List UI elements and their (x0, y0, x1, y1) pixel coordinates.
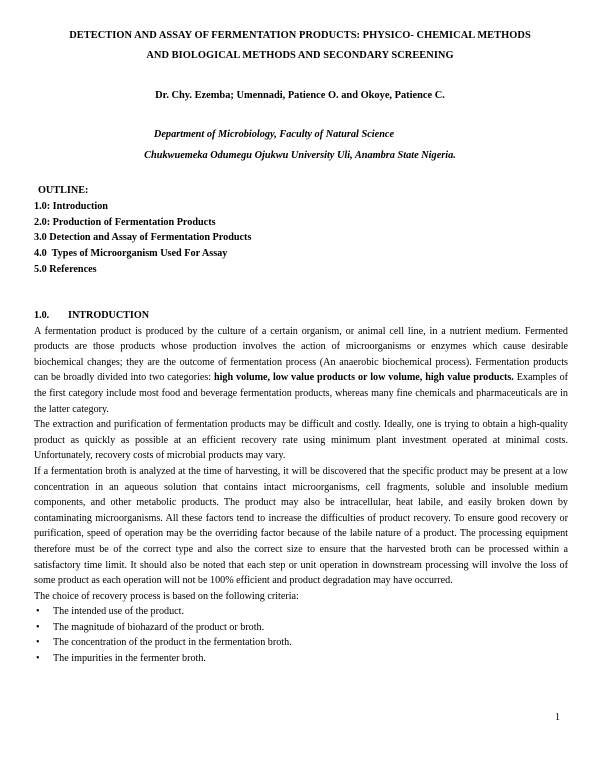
section-number: 1.0. (34, 310, 50, 321)
list-item (34, 635, 568, 651)
list-item (34, 620, 568, 636)
affiliation (30, 124, 570, 166)
outline (34, 183, 251, 278)
section-title: INTRODUCTION (68, 310, 150, 321)
list-item-text: The magnitude of biohazard of the product or broth. (53, 621, 265, 633)
paragraph-1 (34, 324, 568, 418)
affiliation-line-1: Department of Microbiology, Faculty of Natural Science (153, 129, 395, 140)
authors: Dr. Chy. Ezemba; Umennadi, Patience O. and Okoye, Patience C. (155, 90, 445, 101)
outline-title: OUTLINE: (38, 185, 89, 196)
affiliation-line-2: Chukwuemeka Odumegu Ojukwu University Uli, Anambra State Nigeria. (144, 150, 456, 161)
bullet-icon: • (36, 621, 40, 633)
title-line-2: AND BIOLOGICAL METHODS AND SECONDARY SCREENING (146, 50, 454, 61)
bullet-icon: • (36, 653, 40, 665)
document-title (30, 26, 570, 66)
bullet-icon: • (36, 637, 40, 649)
list-item-text: The impurities in the fermenter broth. (53, 653, 206, 665)
paragraph-3: If a fermentation broth is analyzed at the time of harvesting, it will be discovered that the specific product may be present at a low concentration in an aqueous solution that contains intact microorganisms, cell fragments, soluble and insoluble medium components, and other metabolic products. The product may also be intracellular, heat labile, and easily broken down by contaminating microorganisms. All these factors tend to increase the difficulties of product recovery. To ensure good recovery or purification, speed of operation may be the overriding factor because of the labile nature of a product. The processing equipment therefore must be of the correct type and also the correct size to ensure that the harvested broth can be processed within a satisfactory time limit. It should also be noted that each step or unit operation in downstream processing will involve the loss of some product as each operation will not be 100% efficient and product degradation may have occurred. (34, 465, 568, 587)
outline-item: 4.0 Types of Microorganism Used For Assay (34, 248, 228, 260)
list-item (34, 604, 568, 620)
page-number: 1 (555, 712, 560, 723)
paragraph-4: The choice of recovery process is based on the following criteria: (34, 590, 299, 602)
criteria-list (34, 604, 568, 666)
paragraph-1-bold: high volume, low value products or low volume, high value products. (213, 372, 514, 384)
paragraph-1-text-a: A fermentation product is produced by the culture of a certain organism, or animal cell line, in a nutrient medium. Fermented products are those products whose production involves the action of microorganisms or enzymes which cause desirable biochemical changes; they are the outcome of fermentation process (An anaerobic biochemical process). Fermentation products can be broadly divided into two categories: (34, 325, 568, 384)
section-heading (34, 308, 568, 324)
outline-item: 1.0: Introduction (34, 200, 108, 212)
list-item-text: The concentration of the product in the fermentation broth. (53, 637, 292, 649)
bullet-icon: • (36, 606, 40, 618)
outline-item: 3.0 Detection and Assay of Fermentation Products (34, 232, 252, 244)
title-line-1: DETECTION AND ASSAY OF FERMENTATION PRODUCTS: PHYSICO- CHEMICAL METHODS (69, 30, 531, 41)
paragraph-1-text-b: Examples of the first category include most food and beverage fermentation products, whereas many fine chemicals and pharmaceuticals are in the latter category. (34, 372, 568, 415)
list-item-text: The intended use of the product. (53, 606, 185, 618)
paragraph-2: The extraction and purification of fermentation products may be difficult and costly. Ideally, one is trying to obtain a high-quality product as quickly as possible at an efficient recovery rate using minimum plant investment operated at minimal costs. Unfortunately, recovery costs of microbial products may vary. (34, 419, 568, 462)
introduction-section (34, 308, 568, 667)
list-item (34, 651, 568, 667)
outline-item: 5.0 References (34, 263, 97, 275)
outline-item: 2.0: Production of Fermentation Products (34, 216, 216, 228)
